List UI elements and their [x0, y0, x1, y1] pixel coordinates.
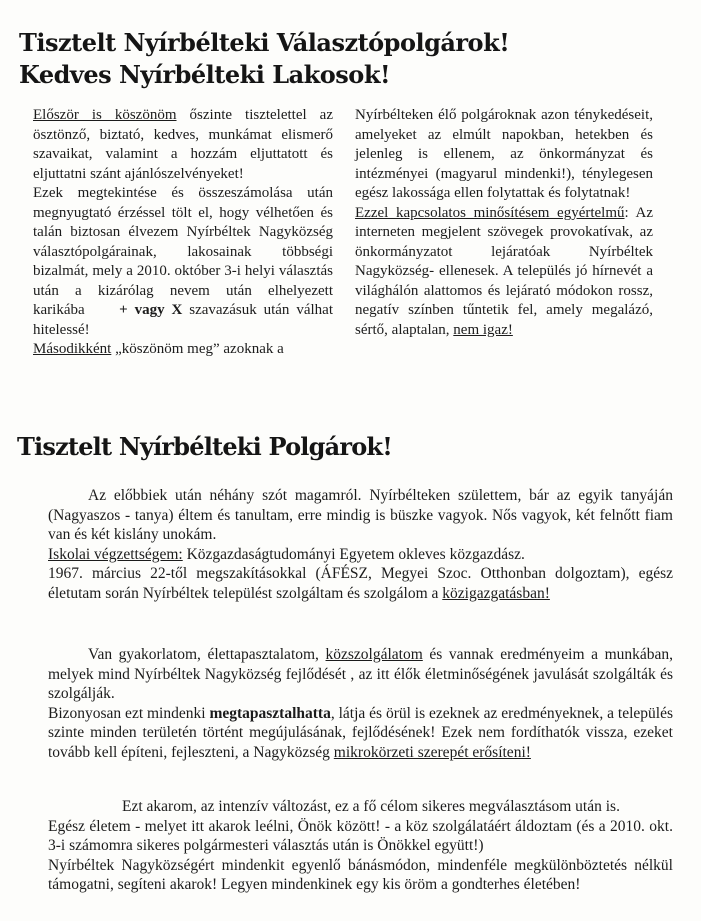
- paragraph: Az előbbiek után néhány szót magamról. Nyírbélteken születtem, bár az egyik tanyáján (Nagyaszos - tanya) éltem és tanultam, erre mindig is büszke vagyok. Nős vagyok, két felnőtt fiam van és két kislány unokám.: [48, 487, 673, 543]
- paragraph: [33, 184, 333, 340]
- underlined-end: közigazgatásban!: [442, 584, 550, 602]
- paragraph: [48, 545, 673, 565]
- underlined-end: nem igaz!: [453, 321, 513, 338]
- underlined-lead: Ezzel kapcsolatos minősítésem egyértelmű: [355, 204, 625, 221]
- paragraph: [355, 204, 653, 341]
- text: :: [624, 204, 629, 221]
- text: őszinte tisztelettel az ösztönző, biztató, kedves, munkámat elismerő szavaikat, valamint a hozzám eljuttatott és eljuttatni szánt ajánlószelvényeket!: [33, 107, 333, 182]
- paragraph: Nyírbéltek Nagyközségért mindenkit egyenlő bánásmódon, mindenféle megkülönböztetés nélkül támogatni, segíteni akarok! Legyen mindenkinek egy kis öröm a gondterhes életében!: [48, 856, 673, 893]
- section-intro: [48, 486, 673, 603]
- text: Van gyakorlatom, élettapasztalatom,: [88, 646, 326, 663]
- text: Az interneten megjelent szövegek provokatívak, az önkormányzatot lejáratóak Nyírbéltek Nagyközség- ellenesek. A település jó hírnevét a világhálón alattomos és lejárató módokon rossz, negatív színben tűntetik fel, amely megalázó, sértő, alaptalan,: [355, 204, 653, 338]
- right-column: [355, 106, 653, 340]
- section-closing: [48, 797, 673, 895]
- text: Bizonyosan ezt mindenki: [48, 704, 210, 722]
- underlined-end: mikrokörzeti szerepét erősíteni!: [333, 743, 531, 761]
- text: és vannak eredményeim a munkában, melyek mind Nyírbéltek Nagyközség fejlődését , az itt élők életminőségének javulását szolgálták és szolgálják.: [48, 646, 674, 702]
- text: Közgazdaságtudományi Egyetem okleves közgazdász.: [182, 545, 525, 563]
- underlined-lead: Másodikként: [33, 341, 112, 357]
- vote-mark: + vagy X: [119, 302, 183, 318]
- bold-word: megtapasztalhatta: [209, 704, 331, 722]
- page-subtitle: Kedves Nyírbélteki Lakosok!: [19, 60, 390, 89]
- underlined-lead: Iskolai végzettségem:: [48, 545, 183, 563]
- underlined-lead: Először is köszönöm: [33, 107, 177, 123]
- text: Ezek megtekintése és összeszámolása után megnyugtató érzéssel tölt el, hogy vélhetően és talán biztosan élvezem Nyírbéltek Nagyközség választópolgárainak, lakosainak többségi bizalmát, mely a 2010. október 3-i helyi választás után a kizárólag nevem után elhelyezett karikába: [33, 185, 333, 318]
- paragraph: Egész életem - melyet itt akarok leélni, Önök között! - a köz szolgálatáért áldoztam (és a 2010. okt. 3-i számomra sikeres polgármesteri választás után is Önökkel együtt!): [48, 817, 673, 854]
- text: szavazásuk után válhat hitelessé!: [33, 302, 333, 338]
- text: „köszönöm meg” azoknak a: [111, 341, 284, 357]
- paragraph: Ezt akarom, az intenzív változást, ez a fő célom sikeres megválasztásom után is.: [122, 798, 620, 815]
- section-experience: [48, 645, 673, 762]
- paragraph: [48, 645, 673, 704]
- underlined-word: közszolgálatom: [325, 646, 423, 663]
- paragraph: [48, 564, 673, 603]
- section-title: Tisztelt Nyírbélteki Polgárok!: [17, 432, 392, 461]
- text: 1967. március 22-től megszakításokkal (ÁFÉSZ, Megyei Szoc. Otthonban dolgoztam), egész életutam során Nyírbéltek települést szolgáltam és szolgálom a: [48, 565, 673, 602]
- paragraph: Nyírbélteken élő polgároknak azon ténykedéseit, amelyeket az elmúlt napokban, hetekben és jelenleg is ellenem, az önkormányzat és intézményei (magyarul mindenki!), ténylegesen egész lakossága ellen folytattak és folytatnak!: [355, 107, 653, 201]
- paragraph: [33, 106, 333, 184]
- text: , látja és örül is ezeknek az eredményeknek, a település szinte minden területén történt megújulásának, fejlődésének! Ezek nem fordíthatók vissza, ezeket tovább kell építeni, fejleszteni, a Nagyközség: [48, 704, 673, 761]
- paragraph: [33, 340, 333, 360]
- paragraph: [48, 704, 673, 763]
- left-column: [33, 106, 333, 360]
- page-title: Tisztelt Nyírbélteki Választópolgárok!: [19, 28, 510, 57]
